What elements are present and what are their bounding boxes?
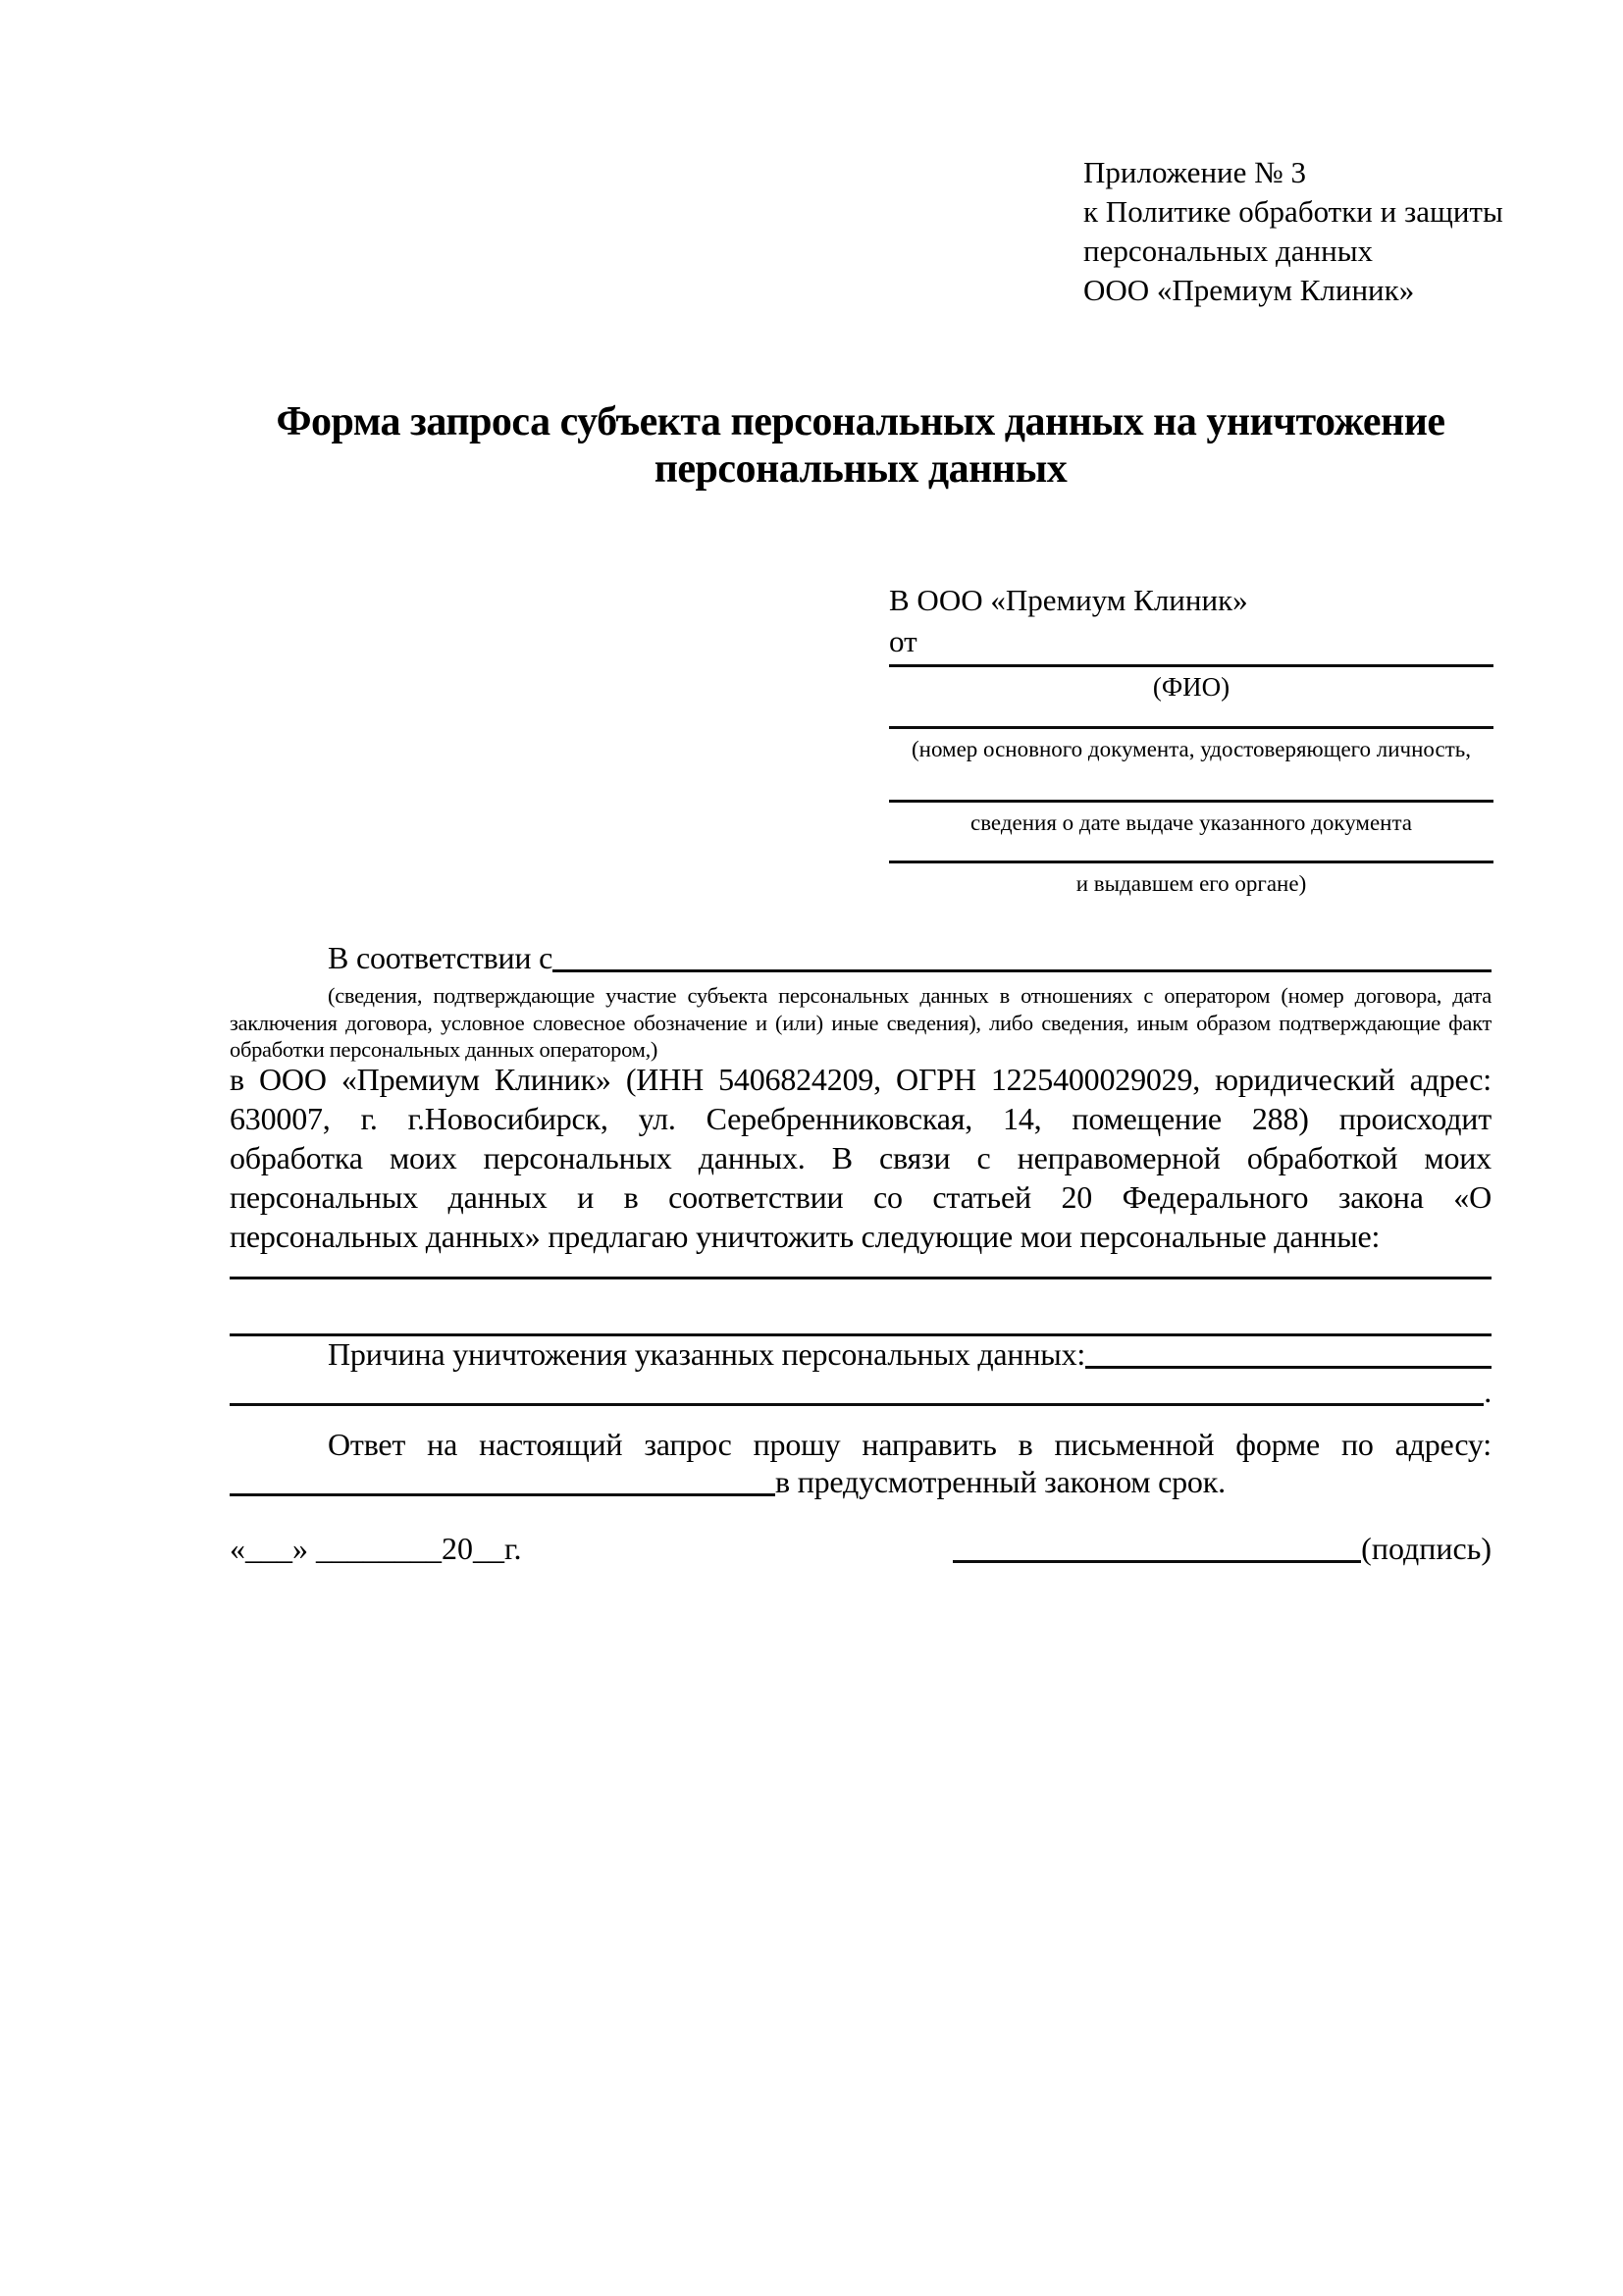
address-blank-line [230,1493,775,1496]
main-paragraph-line: персональных данных» предлагаю уничтожить следующие мои персональные данные: [230,1219,1381,1254]
appendix-header-line: к Политике обработки и защиты [1083,194,1503,229]
accordance-note-line: (сведения, подтверждающие участие субъекта персональных данных в отношениях с оператором (номер договора, дата [328,983,1492,1008]
response-address-row [230,1462,1492,1501]
issuing-authority-caption: и выдавшем его органе) [1075,871,1307,896]
accordance-blank-line [552,969,1492,972]
appendix-header-line: ООО «Премиум Клиник» [1083,273,1415,307]
reason-period: . [1484,1374,1492,1409]
id-number-caption: (номер основного документа, удостоверяющего личность, [911,737,1471,761]
response-tail: в предусмотренный законом срок. [775,1464,1226,1499]
main-paragraph-line: 630007, г. г.Новосибирск, ул. Серебренниковская, 14, помещение 288) происходит [230,1101,1492,1136]
reason-blank-line [1085,1366,1492,1369]
fio-blank-line [889,664,1493,667]
issuing-authority-blank-line [889,861,1493,863]
appendix-header [1083,153,1503,310]
main-paragraph-line: персональных данных и в соответствии со статьей 20 Федерального закона «О [230,1179,1492,1215]
issue-date-caption: сведения о дате выдаче указанного документа [969,810,1413,835]
signature-group [953,1529,1492,1568]
title-line: персональных данных [654,446,1068,492]
signature-blank-line [953,1560,1361,1563]
accordance-row [230,938,1492,977]
accordance-prefix: В соответствии с [328,940,553,975]
footer-row [230,1529,1492,1568]
document-title [230,398,1492,493]
appendix-header-line: Приложение № 3 [1083,155,1306,189]
personal-data-blank-line-1 [230,1277,1492,1279]
issue-date-blank-line [889,800,1493,803]
response-sentence: Ответ на настоящий запрос прошу направить в письменной форме по адресу: [328,1427,1492,1462]
main-paragraph-line: в ООО «Премиум Клиник» (ИНН 5406824209, ОГРН 1225400029029, юридический адрес: [230,1062,1492,1097]
reason-blank-line-2 [230,1403,1484,1406]
addressee-to: В ООО «Премиум Клиник» [889,583,1248,617]
accordance-note-line: заключения договора, условное словесное обозначение и (или) иные сведения), либо сведения, иным образом подтверждающие факт [230,1010,1492,1035]
signature-caption: (подпись) [1361,1531,1492,1566]
reason-continuation-row [230,1372,1492,1411]
appendix-header-line: персональных данных [1083,234,1374,268]
reason-row [230,1334,1492,1374]
fio-caption: (ФИО) [1152,672,1230,702]
accordance-note [230,982,1492,1064]
main-paragraph [230,1060,1492,1256]
reason-label: Причина уничтожения указанных персональных данных: [328,1336,1086,1372]
addressee-from-label: от [889,624,917,658]
date-field: «___» ________20__г. [230,1531,522,1566]
main-paragraph-line: обработка моих персональных данных. В связи с неправомерной обработкой моих [230,1140,1492,1175]
id-number-blank-line [889,726,1493,729]
accordance-note-line: обработки персональных данных оператором,) [230,1037,658,1062]
title-line: Форма запроса субъекта персональных данных на уничтожение [276,399,1445,444]
